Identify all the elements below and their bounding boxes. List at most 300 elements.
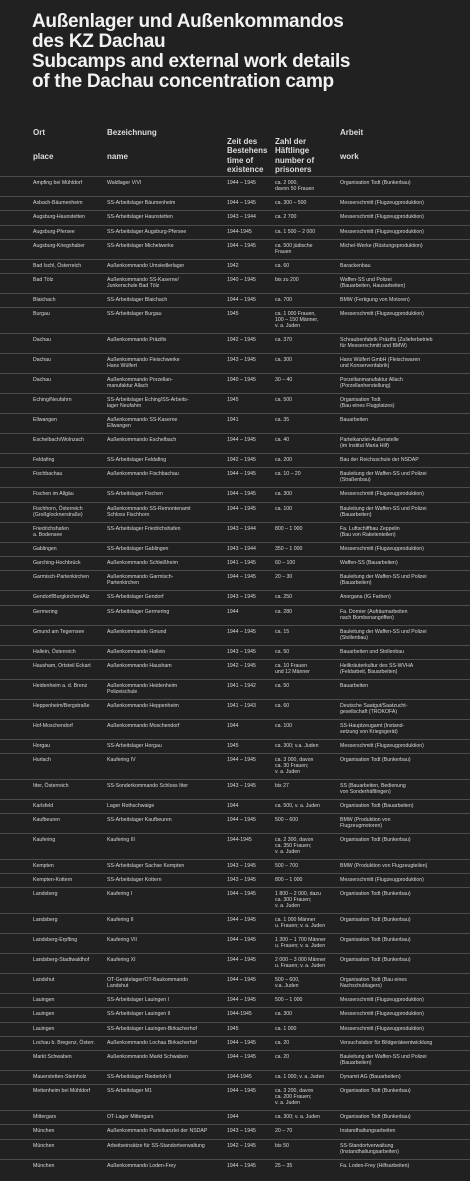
table-row [0, 779, 470, 800]
cell-time: 1944 [227, 608, 239, 615]
cell-time: 1944 – 1945 [227, 180, 256, 186]
cell-time: 1944 [227, 802, 239, 809]
header-zeit [227, 128, 267, 183]
cell-work: SS (Bauarbeiten, Bedienung von Sonderhäftlingen) [340, 782, 406, 795]
table-row [0, 933, 470, 954]
table-row [0, 1050, 470, 1071]
cell-place: Lauingen [33, 997, 55, 1004]
cell-time: 1943 – 1945 [227, 862, 256, 869]
table-row [0, 259, 470, 274]
table-row [0, 719, 470, 740]
cell-place: Asbach-Bäumenheim [33, 199, 83, 206]
cell-place: Landsberg [33, 891, 58, 898]
title-german-line2: des KZ Dachau [32, 31, 166, 52]
table-row [0, 973, 470, 994]
cell-place: Hallein, Österreich [33, 648, 76, 655]
table-row [0, 859, 470, 874]
cell-place: Gendorf/Burgkirchen/Alz [33, 594, 90, 601]
cell-work: BMW (Produktion von Flugzeugmotoren) [340, 817, 391, 830]
cell-time: 1941 – 1945 [227, 559, 256, 566]
cell-prisoners: 500 – 700 [275, 862, 299, 869]
header-zeit-en: time of existence [227, 156, 264, 174]
table-row [0, 487, 470, 502]
cell-place: Hausham, Ortsteil Eckart [33, 662, 91, 669]
cell-prisoners: ca. 250 [275, 594, 293, 601]
cell-prisoners: ca. 50 [275, 648, 290, 655]
title-english-line1: Subcamps and external work details [32, 51, 351, 72]
cell-prisoners: ca. 500 [275, 397, 293, 404]
cell-prisoners: ca. 3 200, davon ca. 200 Frauen; v. a. Juden [275, 1088, 314, 1107]
header-arbeit [340, 128, 363, 161]
cell-work: Bauarbeiten und Stollenbau [340, 648, 405, 655]
cell-work: Organisation Todt (Bauarbeiten) [340, 802, 414, 809]
table-row [0, 873, 470, 888]
table-row [0, 833, 470, 860]
cell-prisoners: ca. 10 – 20 [275, 471, 301, 478]
table-row [0, 176, 470, 197]
cell-name: Außenkommando Parteikanzlei der NSDAP [107, 1128, 208, 1135]
cell-name: SS-Arbeitslager Haunstetten [107, 214, 173, 221]
table-row [0, 1007, 470, 1022]
cell-time: 1944 – 1945 [227, 199, 256, 206]
cell-prisoners: bis zu 200 [275, 277, 299, 284]
table-row [0, 333, 470, 354]
cell-place: München [33, 1142, 55, 1149]
table-row [0, 273, 470, 294]
cell-prisoners: 1 800 – 2 000, dazu ca. 300 Frauen; v. a. Juden [275, 891, 321, 910]
cell-name: Kaufering VII [107, 937, 137, 944]
cell-name: Außenkommando Porzellan- manufaktur Allach [107, 377, 173, 390]
cell-work: Organisation Todt (Bau eines Nachschublagers) [340, 977, 407, 990]
cell-prisoners: 60 – 100 [275, 559, 296, 566]
cell-name: Außenkommando Moschendorf [107, 722, 180, 729]
cell-prisoners: 500 – 600, v.a. Juden [275, 977, 300, 990]
cell-time: 1944 – 1945 [227, 757, 256, 764]
cell-prisoners: 25 – 35 [275, 1162, 293, 1169]
cell-place: Kaufering [33, 837, 56, 844]
cell-time: 1943 – 1945 [227, 648, 256, 655]
cell-time: 1944 – 1945 [227, 917, 256, 924]
cell-name: Arbeitseinsätze für SS-Standortverwaltung [107, 1142, 205, 1149]
cell-place: Kempten-Kottern [33, 877, 73, 884]
cell-work: Bau der Reichsschule der NSDAP [340, 457, 419, 464]
cell-work: Barackenbau [340, 262, 371, 269]
table-row [0, 625, 470, 646]
cell-work: Bauarbeiten [340, 417, 368, 424]
cell-work: Fa. Luftschiffbau Zeppelin (Bau von Raketenteilen) [340, 525, 400, 538]
cell-time: 1942 – 1945 [227, 662, 256, 669]
table-row [0, 739, 470, 754]
cell-time: 1945 [227, 397, 239, 404]
cell-work: Messerschmitt (Flugzeugproduktion) [340, 742, 424, 749]
cell-work: Anorgana (IG Farben) [340, 594, 391, 601]
cell-place: Karlsfeld [33, 802, 54, 809]
cell-name: SS-Arbeitslager Feldafing [107, 457, 167, 464]
table-row [0, 699, 470, 720]
cell-prisoners: bis 27 [275, 782, 289, 789]
cell-place: Eschelbach/Wolnzach [33, 437, 84, 444]
table-row [0, 453, 470, 468]
cell-time: 1941 – 1943 [227, 702, 256, 709]
cell-place: Fischen im Allgäu [33, 491, 74, 498]
cell-place: Germering [33, 608, 58, 615]
cell-name: SS-Arbeitslager Friedrichshafen [107, 525, 181, 532]
cell-prisoners: 1 300 – 1 700 Männer u. Frauen; v. a. Juden [275, 937, 326, 950]
cell-time: 1940 – 1945 [227, 377, 256, 384]
cell-name: SS-Arbeitslager Burgau [107, 311, 162, 318]
table-row [0, 239, 470, 260]
cell-time: 1944 – 1945 [227, 574, 256, 581]
cell-prisoners: ca. 1 500 – 2 000 [275, 228, 316, 235]
cell-time: 1944 [227, 1114, 239, 1121]
cell-place: Landsberg-Erpfting [33, 937, 78, 944]
cell-time: 1942 – 1945 [227, 1142, 256, 1149]
cell-place: Augsburg-Kriegshaber [33, 242, 85, 249]
header-bezeichnung [107, 128, 157, 161]
cell-time: 1944 – 1945 [227, 1039, 256, 1046]
cell-prisoners: ca. 300 [275, 491, 293, 498]
table-row [0, 753, 470, 780]
cell-work: Bauleitung der Waffen-SS und Polizei (Bauarbeiten) [340, 574, 427, 587]
cell-prisoners: ca. 500, v. a. Juden [275, 802, 320, 809]
cell-name: Kaufering III [107, 837, 135, 844]
cell-name: Außenkommando Gmund [107, 628, 167, 635]
cell-work: Organisation Todt (Bunkerbau) [340, 757, 411, 764]
cell-work: Organisation Todt (Bunkerbau) [340, 1114, 411, 1121]
cell-name: Außenkommando SS-Remontenamt Schloss Fischhorn [107, 505, 191, 518]
cell-time: 1942 – 1945 [227, 457, 256, 464]
cell-prisoners: ca. 300 [275, 357, 293, 364]
cell-place: Landsberg [33, 917, 58, 924]
cell-work: Organisation Todt (Bunkerbau) [340, 937, 411, 944]
table-row [0, 887, 470, 914]
cell-prisoners: ca. 60 [275, 702, 290, 709]
cell-work: Parteikanzlei-Außenstelle (im Institut Maria Hilf) [340, 437, 399, 450]
cell-place: Augsburg-Pfersee [33, 228, 75, 235]
cell-name: Außenkommando Garmisch- Partenkirchen [107, 574, 174, 587]
table-row [0, 1139, 470, 1160]
cell-time: 1944 – 1945 [227, 1054, 256, 1061]
cell-work: Waffen-SS (Bauarbeiten) [340, 559, 398, 566]
cell-time: 1944 [227, 722, 239, 729]
table-row [0, 953, 470, 974]
cell-name: SS-Arbeitslager Kaufbeuren [107, 817, 172, 824]
table-row [0, 210, 470, 225]
cell-place: Heidenheim a. d. Brenz [33, 682, 88, 689]
cell-place: Garching-Hochbrück [33, 559, 81, 566]
cell-time: 1943 – 1945 [227, 877, 256, 884]
cell-time: 1944 – 1945 [227, 242, 256, 249]
cell-time: 1944 – 1945 [227, 977, 256, 984]
cell-work: BMW (Fertigung von Motoren) [340, 297, 410, 304]
cell-prisoners: ca. 300; v. a. Juden [275, 1114, 320, 1121]
cell-name: SS-Arbeitslager Michelwerke [107, 242, 174, 249]
cell-name: Lager Rothschwaige [107, 802, 155, 809]
cell-name: Kaufering II [107, 917, 134, 924]
table-row [0, 413, 470, 434]
cell-place: Landshut [33, 977, 55, 984]
cell-prisoners: ca. 200 [275, 457, 293, 464]
cell-prisoners: ca. 20 [275, 1039, 290, 1046]
cell-place: Ellwangen [33, 417, 57, 424]
table-row [0, 913, 470, 934]
cell-work: Schraubenfabrik Präzifix (Zulieferbetrieb für Messerschmitt und BMW) [340, 337, 433, 350]
cell-prisoners: bis 50 [275, 1142, 289, 1149]
cell-name: SS-Sonderkommando Schloss Itter [107, 782, 189, 789]
cell-prisoners: ca. 10 Frauen und 12 Männer [275, 662, 310, 675]
table-row [0, 433, 470, 454]
cell-place: Lauingen [33, 1025, 55, 1032]
cell-name: Außenkommando SS-Kaserne/ Junkerschule Bad Tölz [107, 277, 179, 290]
table-row [0, 570, 470, 591]
header-bezeichnung-de: Bezeichnung [107, 128, 157, 137]
cell-prisoners: ca. 20 [275, 1054, 290, 1061]
cell-place: München [33, 1162, 55, 1169]
cell-place: Eching/Neufahrn [33, 397, 72, 404]
table-row [0, 679, 470, 700]
cell-prisoners: 20 – 70 [275, 1128, 293, 1135]
cell-time: 1944 – 1945 [227, 491, 256, 498]
cell-work: Bauarbeiten [340, 682, 368, 689]
cell-work: Messerschmitt (Flugzeugproduktion) [340, 311, 424, 318]
cell-place: Itter, Österreich [33, 782, 69, 789]
table-row [0, 1070, 470, 1085]
header-bezeichnung-en: name [107, 152, 128, 161]
cell-prisoners: ca. 2 700 [275, 214, 297, 221]
cell-prisoners: ca. 1 000 [275, 1025, 297, 1032]
cell-work: Bauleitung der Waffen-SS und Polizei (Stollenbau) [340, 628, 427, 641]
cell-prisoners: ca. 2 300, davon ca. 350 Frauen; v. a. Juden [275, 837, 314, 856]
cell-name: SS-Arbeitslager Sachse Kempten [107, 862, 185, 869]
cell-time: 1943 – 1945 [227, 782, 256, 789]
cell-time: 1942 [227, 262, 239, 269]
cell-time: 1945 [227, 742, 239, 749]
cell-prisoners: 2 000 – 3 000 Männer u. Frauen; v. a. Juden [275, 957, 326, 970]
cell-work: Messerschmitt (Flugzeugproduktion) [340, 877, 424, 884]
header-ort [33, 128, 53, 161]
cell-name: SS-Arbeitslager Augsburg-Pfersee [107, 228, 187, 235]
cell-time: 1944 – 1945 [227, 297, 256, 304]
cell-prisoners: ca. 100 [275, 722, 293, 729]
cell-place: Bad Ischl, Österreich [33, 262, 82, 269]
cell-place: Heppenheim/Bergstraße [33, 702, 90, 709]
cell-time: 1943 – 1945 [227, 1128, 256, 1135]
cell-name: SS-Arbeitslager Blaichach [107, 297, 168, 304]
cell-name: OT-Gerätelager/OT-Baukommando Landshut [107, 977, 189, 990]
cell-work: Organisation Todt (Bunkerbau) [340, 1088, 411, 1095]
cell-work: Bauleitung der Waffen-SS und Polizei (Bauarbeiten) [340, 1054, 427, 1067]
cell-place: Kaufbeuren [33, 817, 60, 824]
cell-name: SS-Arbeitslager Bäumenheim [107, 199, 176, 206]
cell-prisoners: ca. 1 000; v. a. Juden [275, 1074, 325, 1081]
table-row [0, 1036, 470, 1051]
cell-name: SS-Arbeitslager Germering [107, 608, 170, 615]
cell-prisoners: 800 – 1 000 [275, 877, 303, 884]
cell-name: Waldlager V/VI [107, 180, 142, 186]
cell-time: 1944-1945 [227, 837, 252, 844]
cell-work: Versuchslabor für Bildgeräteentwicklung [340, 1039, 433, 1046]
cell-time: 1944 – 1945 [227, 505, 256, 512]
cell-work: Hans Wülfert GmbH (Fleischwaren und Konservenfabrik) [340, 357, 421, 370]
cell-name: Außenkommando Heidenheim Polizeischule [107, 682, 178, 695]
title-german-line1: Außenlager und Außenkommandos [32, 11, 344, 32]
table-row [0, 353, 470, 374]
cell-name: Außenkommando Eschelbach [107, 437, 177, 444]
cell-time: 1943 – 1945 [227, 357, 256, 364]
cell-place: Augsburg-Haunstetten [33, 214, 85, 221]
cell-prisoners: ca. 35 [275, 417, 290, 424]
cell-work: Messerschmitt (Flugzeugproduktion) [340, 491, 424, 498]
cell-prisoners: ca. 1 000 Männer u. Frauen; v. a. Juden [275, 917, 326, 930]
cell-place: Markt Schwaben [33, 1054, 72, 1061]
cell-time: 1944-1945 [227, 1011, 252, 1018]
cell-work: Waffen-SS und Polizei (Bauarbeiten, Hausarbeiten) [340, 277, 406, 290]
cell-prisoners: 20 – 30 [275, 574, 293, 581]
cell-work: Messerschmitt (Flugzeugproduktion) [340, 1011, 424, 1018]
cell-place: Mettenheim bei Mühldorf [33, 1088, 91, 1095]
cell-work: Messerschmitt (Flugzeugproduktion) [340, 228, 424, 235]
cell-prisoners: ca. 3 000, davon ca. 30 Frauen; v. a. Juden [275, 757, 314, 776]
cell-place: München [33, 1128, 55, 1135]
cell-time: 1944 – 1945 [227, 471, 256, 478]
cell-name: Außenkommando SS-Kaserne Ellwangen [107, 417, 178, 430]
cell-name: Außenkommando Loden-Frey [107, 1162, 176, 1169]
cell-name: SS-Arbeitslager Lauingen II [107, 1011, 171, 1018]
table-row [0, 799, 470, 814]
header-zahl-en: number of prisoners [275, 156, 315, 174]
cell-time: 1944 – 1945 [227, 817, 256, 824]
cell-name: Kaufering XI [107, 957, 136, 964]
table-row [0, 1159, 470, 1174]
cell-prisoners: ca. 700 [275, 297, 293, 304]
cell-name: SS-Arbeitslager Lauingen I [107, 997, 169, 1004]
table-row [0, 502, 470, 523]
cell-work: Organisation Todt (Bunkerbau) [340, 837, 411, 844]
cell-prisoners: 30 – 40 [275, 377, 293, 384]
cell-name: Außenkommando Umsiedlerlager [107, 262, 185, 269]
table-row [0, 225, 470, 240]
cell-work: Messerschmitt (Flugzeugproduktion) [340, 997, 424, 1004]
cell-time: 1944 – 1945 [227, 1162, 256, 1169]
cell-name: SS-Arbeitslager Horgau [107, 742, 162, 749]
cell-work: Porzellanmanufaktur Allach (Porzellanherstellung) [340, 377, 403, 390]
table-row [0, 293, 470, 308]
header-arbeit-en: work [340, 152, 359, 161]
table-row [0, 645, 470, 660]
cell-place: Kempten [33, 862, 54, 869]
cell-prisoners: ca. 40 [275, 437, 290, 444]
cell-name: Außenkommando Markt Schwaben [107, 1054, 189, 1061]
cell-time: 1941 – 1942 [227, 682, 256, 689]
cell-prisoners: ca. 300 [275, 1011, 293, 1018]
table-row [0, 467, 470, 488]
cell-name: Außenkommando Hallein [107, 648, 166, 655]
cell-time: 1944 – 1945 [227, 437, 256, 444]
cell-work: Messerschmitt (Flugzeugproduktion) [340, 1025, 424, 1032]
table-row [0, 307, 470, 334]
header-ort-de: Ort [33, 128, 45, 137]
cell-work: Messerschmitt (Flugzeugproduktion) [340, 214, 424, 221]
cell-name: SS-Arbeitslager M1 [107, 1088, 152, 1095]
cell-prisoners: 350 – 1 000 [275, 545, 303, 552]
cell-work: Organisation Todt (Bunkerbau) [340, 891, 411, 898]
cell-work: Heilkräuterkultur des SS-WVHA (Feldarbeit, Bauarbeiten) [340, 662, 414, 675]
cell-work: Fa. Loden-Frey (Hilfsarbeiten) [340, 1162, 410, 1169]
cell-time: 1944 – 1945 [227, 1088, 256, 1095]
cell-place: Hof-Moschendorf [33, 722, 73, 729]
cell-time: 1944 – 1945 [227, 957, 256, 964]
header-arbeit-de: Arbeit [340, 128, 364, 137]
cell-place: Lauingen [33, 1011, 55, 1018]
cell-name: Außenkommando Fleischwerke Hans Wülfert [107, 357, 180, 370]
cell-prisoners: ca. 2 000, davon 50 Frauen [275, 180, 315, 192]
cell-place: Horgau [33, 742, 51, 749]
cell-prisoners: ca. 100 [275, 505, 293, 512]
cell-prisoners: ca. 370 [275, 337, 293, 344]
cell-prisoners: ca. 300; v.a. Juden [275, 742, 319, 749]
table-row [0, 1084, 470, 1111]
cell-time: 1944 – 1945 [227, 891, 256, 898]
cell-place: Hurlach [33, 757, 51, 764]
cell-time: 1944 – 1945 [227, 937, 256, 944]
cell-name: OT-Lager Mittergars [107, 1114, 154, 1121]
cell-place: Gmund am Tegernsee [33, 628, 85, 635]
cell-place: Burgau [33, 311, 50, 318]
table-row [0, 659, 470, 680]
cell-work: BMW (Produktion von Flugzeugteilen) [340, 862, 428, 869]
cell-place: Feldafing [33, 457, 55, 464]
cell-place: Ampfing bei Mühldorf [33, 180, 83, 186]
cell-work: Messerschmitt (Flugzeugproduktion) [340, 545, 424, 552]
cell-name: Außenkommando Heppenheim [107, 702, 179, 709]
table-row [0, 1124, 470, 1139]
cell-prisoners: 800 – 1 000 [275, 525, 303, 532]
table-row [0, 542, 470, 557]
cell-name: Außenkommando Schleißheim [107, 559, 178, 566]
cell-time: 1944 – 1945 [227, 628, 256, 635]
cell-name: SS-Arbeitslager Riederloh II [107, 1074, 172, 1081]
cell-work: Bauleitung der Waffen-SS und Polizei (Bauarbeiten) [340, 505, 427, 518]
cell-place: Friedrichshafen a. Bodensee [33, 525, 69, 538]
cell-prisoners: ca. 280 [275, 608, 293, 615]
cell-name: SS-Arbeitslager Gendorf [107, 594, 164, 601]
cell-name: Außenkommando Präzifix [107, 337, 167, 344]
cell-work: SS-Hauptzeugamt (Instand- setzung von Kriegsgerät) [340, 722, 405, 735]
cell-place: Mauerstetten-Steinholz [33, 1074, 87, 1081]
cell-prisoners: ca. 300 – 500 [275, 199, 307, 206]
cell-place: Dachau [33, 377, 51, 384]
cell-name: SS-Arbeitslager Eching/SS-Arbeits- lager Neufahrn [107, 397, 189, 410]
cell-time: 1942 – 1945 [227, 337, 256, 344]
cell-work: Organisation Todt (Bunkerbau) [340, 917, 411, 924]
cell-work: Messerschmitt (Flugzeugproduktion) [340, 199, 424, 206]
cell-name: SS-Arbeitslager Lauingen-Birkacherhof [107, 1025, 197, 1032]
cell-time: 1945 [227, 1025, 239, 1032]
cell-prisoners: ca. 50 [275, 682, 290, 689]
cell-work: Bauleitung der Waffen-SS und Polizei (Straßenbau) [340, 471, 427, 484]
cell-place: Garmisch-Partenkirchen [33, 574, 89, 581]
table-row [0, 522, 470, 543]
cell-name: Kaufering I [107, 891, 133, 898]
header-ort-en: place [33, 152, 54, 161]
table-row [0, 813, 470, 834]
cell-prisoners: ca. 500 jüdische Frauen [275, 242, 313, 255]
cell-prisoners: ca. 1 000 Frauen, 100 – 150 Männer, v. a. Juden [275, 311, 319, 330]
cell-time: 1944 – 1945 [227, 997, 256, 1004]
cell-place: Bad Tölz [33, 277, 54, 284]
cell-work: Instandhaltungsarbeiten [340, 1128, 396, 1135]
header-zeit-de: Zeit des Bestehens [227, 137, 268, 155]
